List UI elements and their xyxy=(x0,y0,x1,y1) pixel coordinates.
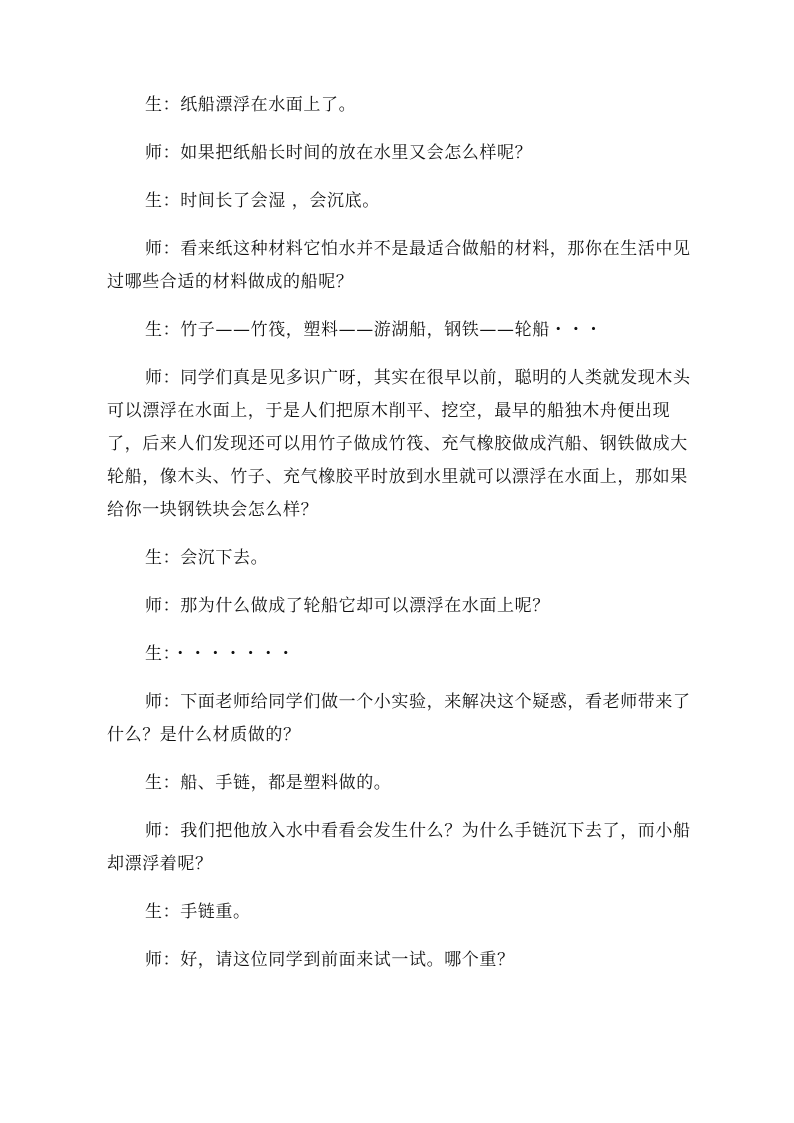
paragraph: 生：会沉下去。 xyxy=(145,548,269,568)
document-body xyxy=(107,89,697,977)
paragraph: 师：同学们真是见多识广呀，其实在很早以前，聪明的人类就发现木头可以漂浮在水面上，于是人们把原木削平、挖空，最早的船独木舟便出现了，后来人们发现还可以用竹子做成竹筏、充气橡胶做成汽船、钢铁做成大轮船，像木头、竹子、充气橡胶平时放到水里就可以漂浮在水面上，那如果给你一块钢铁块会怎么样？ xyxy=(107,368,691,520)
paragraph: 师：看来纸这种材料它怕水并不是最适合做船的材料，那你在生活中见过哪些合适的材料做成的船呢？ xyxy=(107,239,691,292)
paragraph: 师：我们把他放入水中看看会发生什么？为什么手链沉下去了，而小船却漂浮着呢？ xyxy=(107,821,691,874)
paragraph: 师：那为什么做成了轮船它却可以漂浮在水面上呢？ xyxy=(145,596,550,616)
paragraph: 生：船、手链，都是塑料做的。 xyxy=(145,773,392,793)
paragraph: 师：下面老师给同学们做一个小实验，来解决这个疑惑，看老师带来了什么？是什么材质做的？ xyxy=(107,692,691,745)
paragraph: 生：时间长了会湿 ，会沉底。 xyxy=(145,191,380,211)
paragraph: 师：如果把纸船长时间的放在水里又会怎么样呢？ xyxy=(145,143,533,163)
paragraph: 师：好，请这位同学到前面来试一试。哪个重？ xyxy=(145,950,515,970)
paragraph: 生：・・・・・・・ xyxy=(145,644,295,664)
paragraph: 生：竹子——竹筏，塑料——游湖船，钢铁——轮船・・・ xyxy=(145,320,603,340)
paragraph: 生：纸船漂浮在水面上了。 xyxy=(145,95,357,115)
paragraph: 生：手链重。 xyxy=(145,902,251,922)
